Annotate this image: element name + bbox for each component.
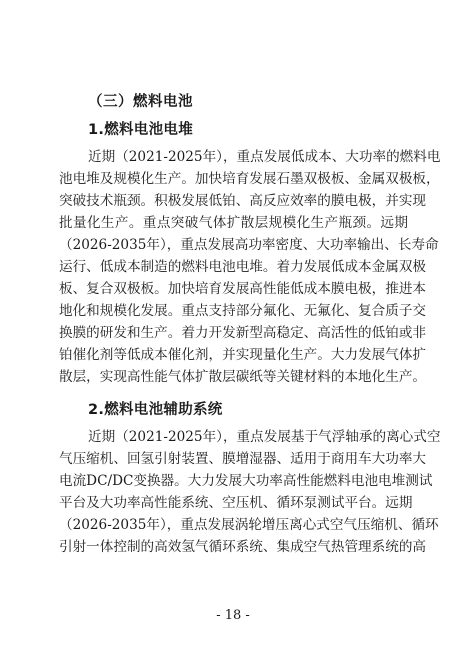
paragraph-line: 运行、低成本制造的燃料电池电堆。着力发展低成本金属双极 (59, 259, 427, 275)
paragraph-line: 散层，实现高性能气体扩散层碳纸等关键材料的本地化生产。 (59, 369, 427, 385)
paragraph-line: 池电堆及规模化生产。加快培育发展石墨双极板、金属双极板， (59, 171, 440, 187)
paragraph-line: 近期（2021-2025年），重点发展基于气浮轴承的离心式空 (88, 429, 441, 445)
paragraph-line: 气压缩机、回氢引射装置、膜增湿器、适用于商用车大功率大 (59, 451, 427, 467)
paragraph-line: 电流DC/DC变换器。大力发展大功率高性能燃料电池电堆测试 (59, 473, 433, 489)
paragraph-line: 板、复合双极板。加快培育发展高性能低成本膜电极，推进本 (59, 281, 427, 297)
paragraph-line: 换膜的研发和生产。着力开发新型高稳定、高活性的低铂或非 (59, 325, 427, 341)
paragraph-line: 地化和规模化发展。重点支持部分氟化、无氟化、复合质子交 (59, 303, 427, 319)
subsection-heading-auxiliary-system: 2.燃料电池辅助系统 (88, 402, 223, 418)
page-number: - 18 - (216, 608, 250, 623)
paragraph-line: 铂催化剂等低成本催化剂，并实现量化生产。大力发展气体扩 (59, 347, 427, 363)
paragraph-line: 引射一体控制的高效氢气循环系统、集成空气热管理系统的高 (59, 539, 427, 555)
subsection-heading-fuel-cell-stack: 1.燃料电池电堆 (88, 122, 193, 138)
paragraph-line: 突破技术瓶颈。积极发展低铂、高反应效率的膜电极，并实现 (59, 193, 427, 209)
section-heading: （三）燃料电池 (88, 94, 193, 110)
paragraph-line: 批量化生产。重点突破气体扩散层规模化生产瓶颈。远期 (59, 215, 408, 231)
paragraph-line: 平台及大功率高性能系统、空压机、循环泵测试平台。远期 (59, 495, 413, 511)
paragraph-line: （2026-2035年），重点发展高功率密度、大功率输出、长寿命 (59, 237, 439, 253)
paragraph-line: （2026-2035年），重点发展涡轮增压离心式空气压缩机、循环 (59, 517, 439, 533)
paragraph-line: 近期（2021-2025年），重点发展低成本、大功率的燃料电 (88, 149, 441, 165)
